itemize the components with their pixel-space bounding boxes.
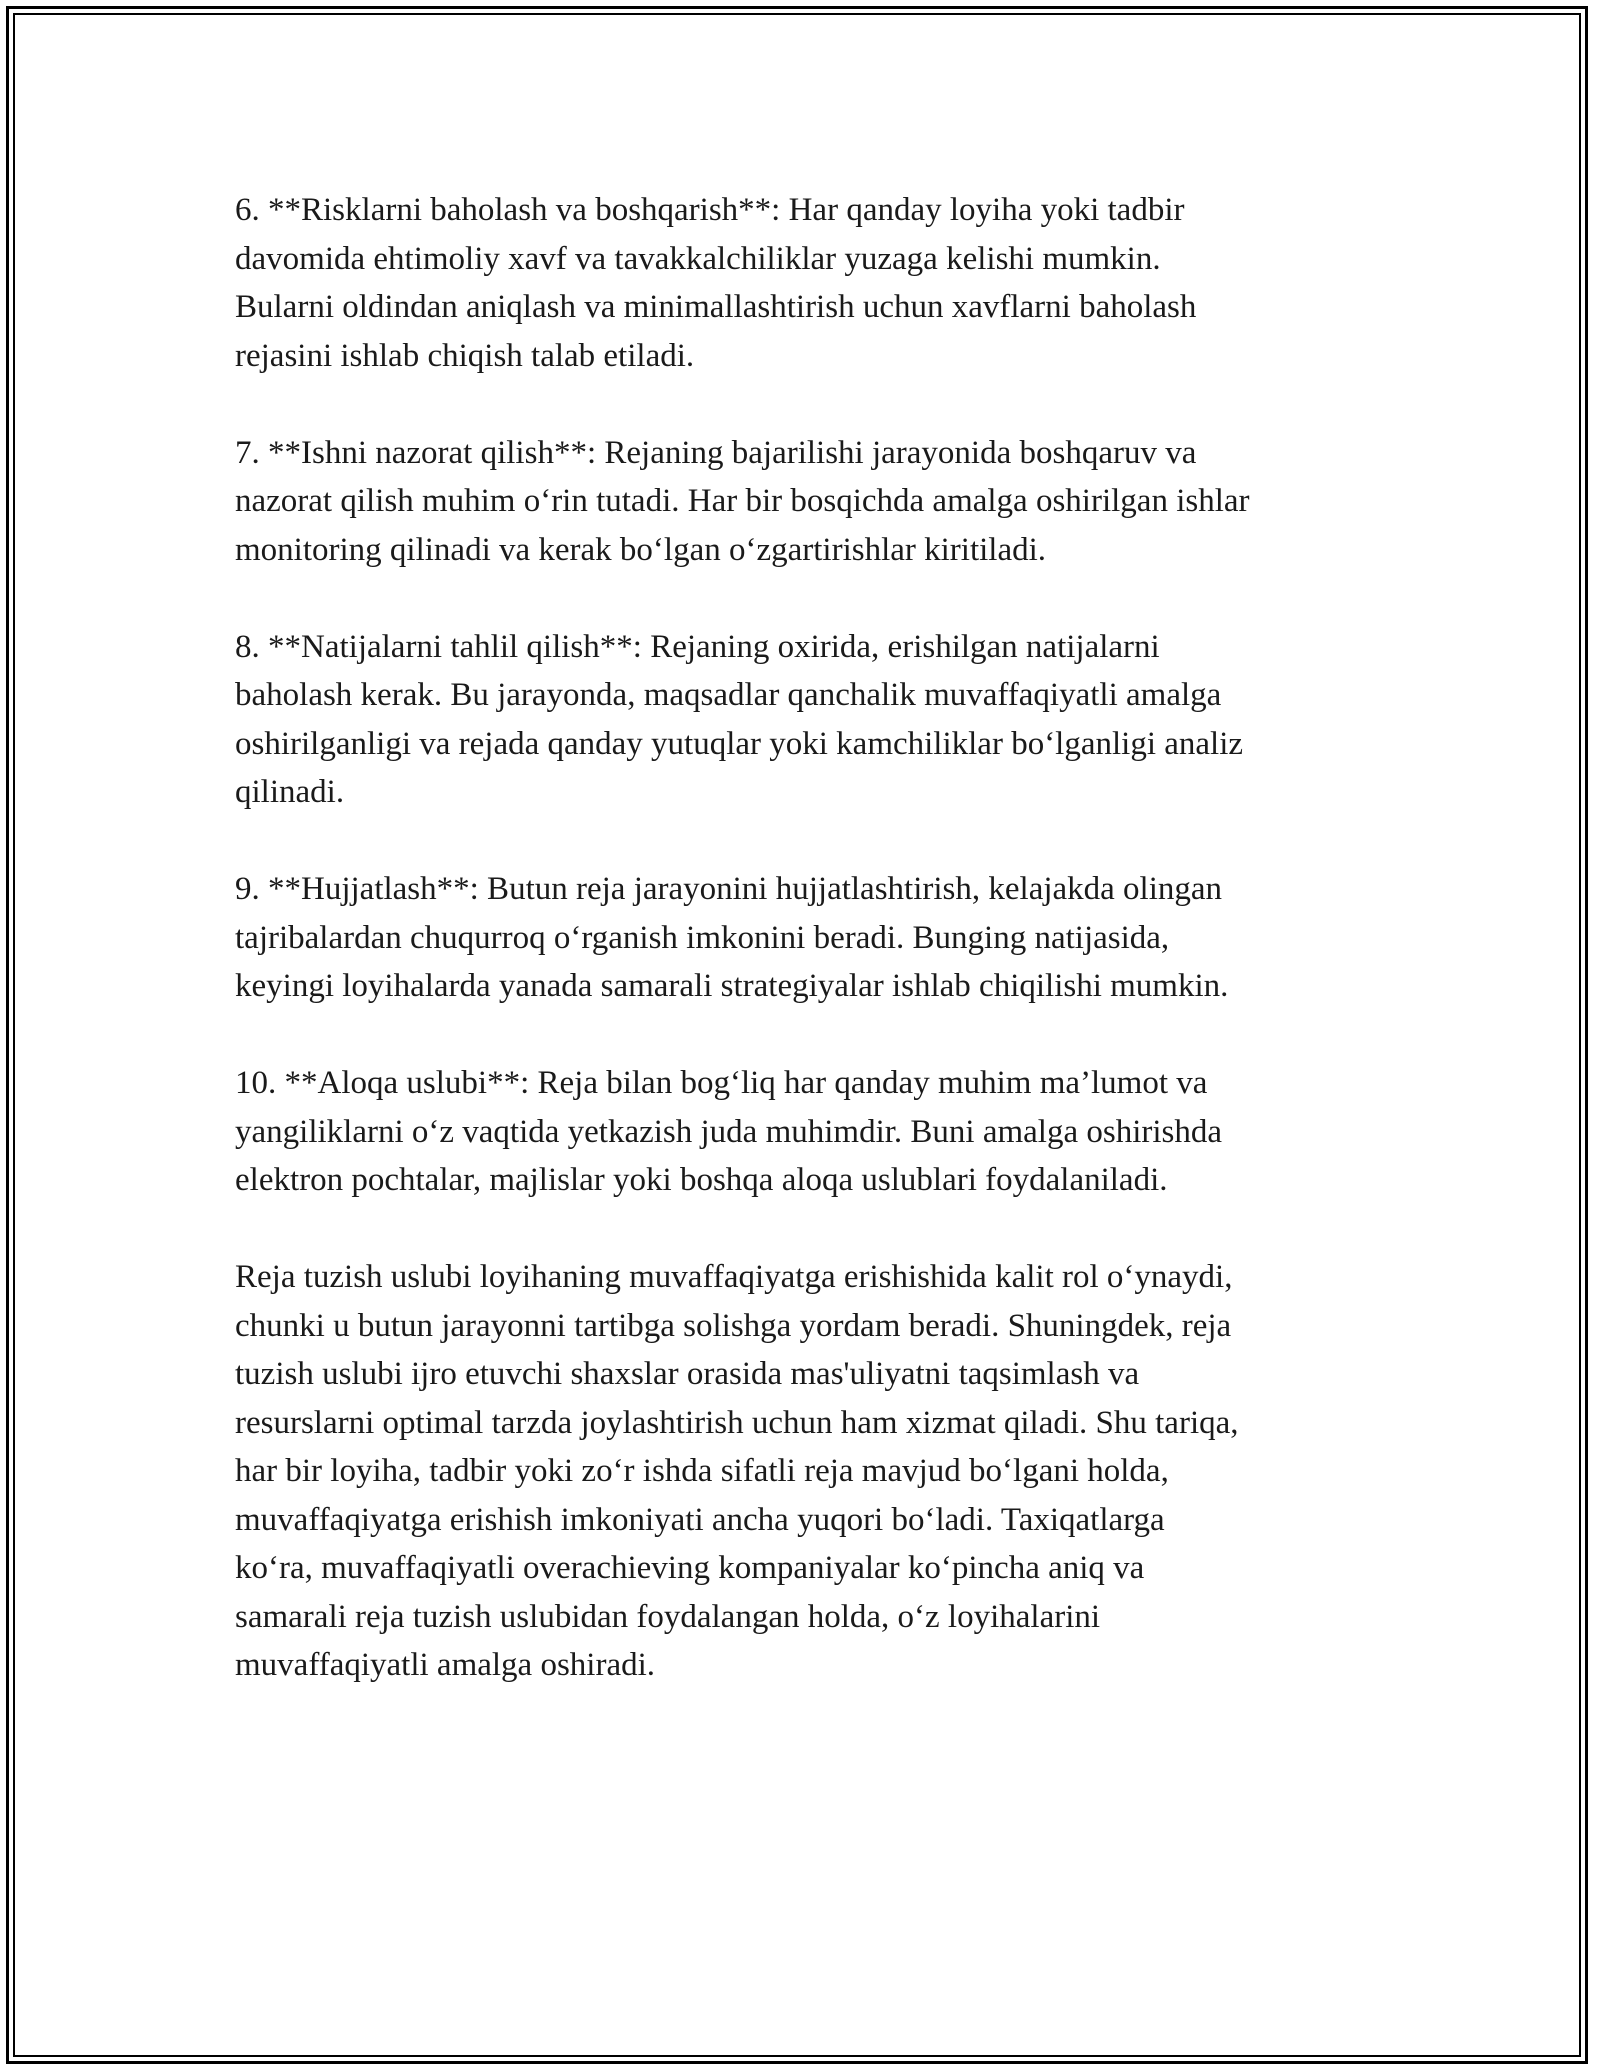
paragraph-work-control: 7. **Ishni nazorat qilish**: Rejaning bajarilishi jarayonida boshqaruv va nazorat qilish muhim o‘rin tutadi. Har bir bosqichda amalga oshirilgan ishlar monitoring qilinadi va kerak bo‘lgan o‘zgartirishlar kiritiladi. — [235, 434, 1250, 568]
document-body — [235, 186, 1375, 1690]
paragraph-documentation: 9. **Hujjatlash**: Butun reja jarayonini hujjatlashtirish, kelajakda olingan tajribalardan chuqurroq o‘rganish imkonini beradi. Bunging natijasida, keyingi loyihalarda yanada samarali strategiyalar ishlab chiqilishi mumkin. — [235, 871, 1229, 1004]
paragraph-results-analysis: 8. **Natijalarni tahlil qilish**: Rejaning oxirida, erishilgan natijalarni baholash kerak. Bu jarayonda, maqsadlar qanchalik muvaffaqiyatli amalga oshirilganligi va rejada qanday yutuqlar yoki kamchiliklar bo‘lganligi analiz qilinadi. — [235, 628, 1244, 810]
paragraph-risks: 6. **Risklarni baholash va boshqarish**: Har qanday loyiha yoki tadbir davomida ehtimoliy xavf va tavakkalchiliklar yuzaga kelishi mumkin. Bularni oldindan aniqlash va minimallashtirish uchun xavflarni baholash rejasini ishlab chiqish talab etiladi. — [235, 192, 1197, 374]
paragraph-conclusion: Reja tuzish uslubi loyihaning muvaffaqiyatga erishishida kalit rol o‘ynaydi, chunki u butun jarayonni tartibga solishga yordam beradi. Shuningdek, reja tuzish uslubi ijro etuvchi shaxslar orasida mas'uliyatni taqsimlash va resurslarni optimal tarzda joylashtirish uchun ham xizmat qiladi. Shu tariqa, har bir loyiha, tadbir yoki zo‘r ishda sifatli reja mavjud bo‘lgani holda, muvaffaqiyatga erishish imkoniyati ancha yuqori bo‘ladi. Taxiqatlarga ko‘ra, muvaffaqiyatli overachieving kompaniyalar ko‘pincha aniq va samarali reja tuzish uslubidan foydalangan holda, o‘z loyihalarini muvaffaqiyatli amalga oshiradi. — [235, 1259, 1239, 1683]
paragraph-communication: 10. **Aloqa uslubi**: Reja bilan bog‘liq har qanday muhim ma’lumot va yangiliklarni o‘z vaqtida yetkazish juda muhimdir. Buni amalga oshirishda elektron pochtalar, majlislar yoki boshqa aloqa uslublari foydalaniladi. — [235, 1065, 1223, 1198]
